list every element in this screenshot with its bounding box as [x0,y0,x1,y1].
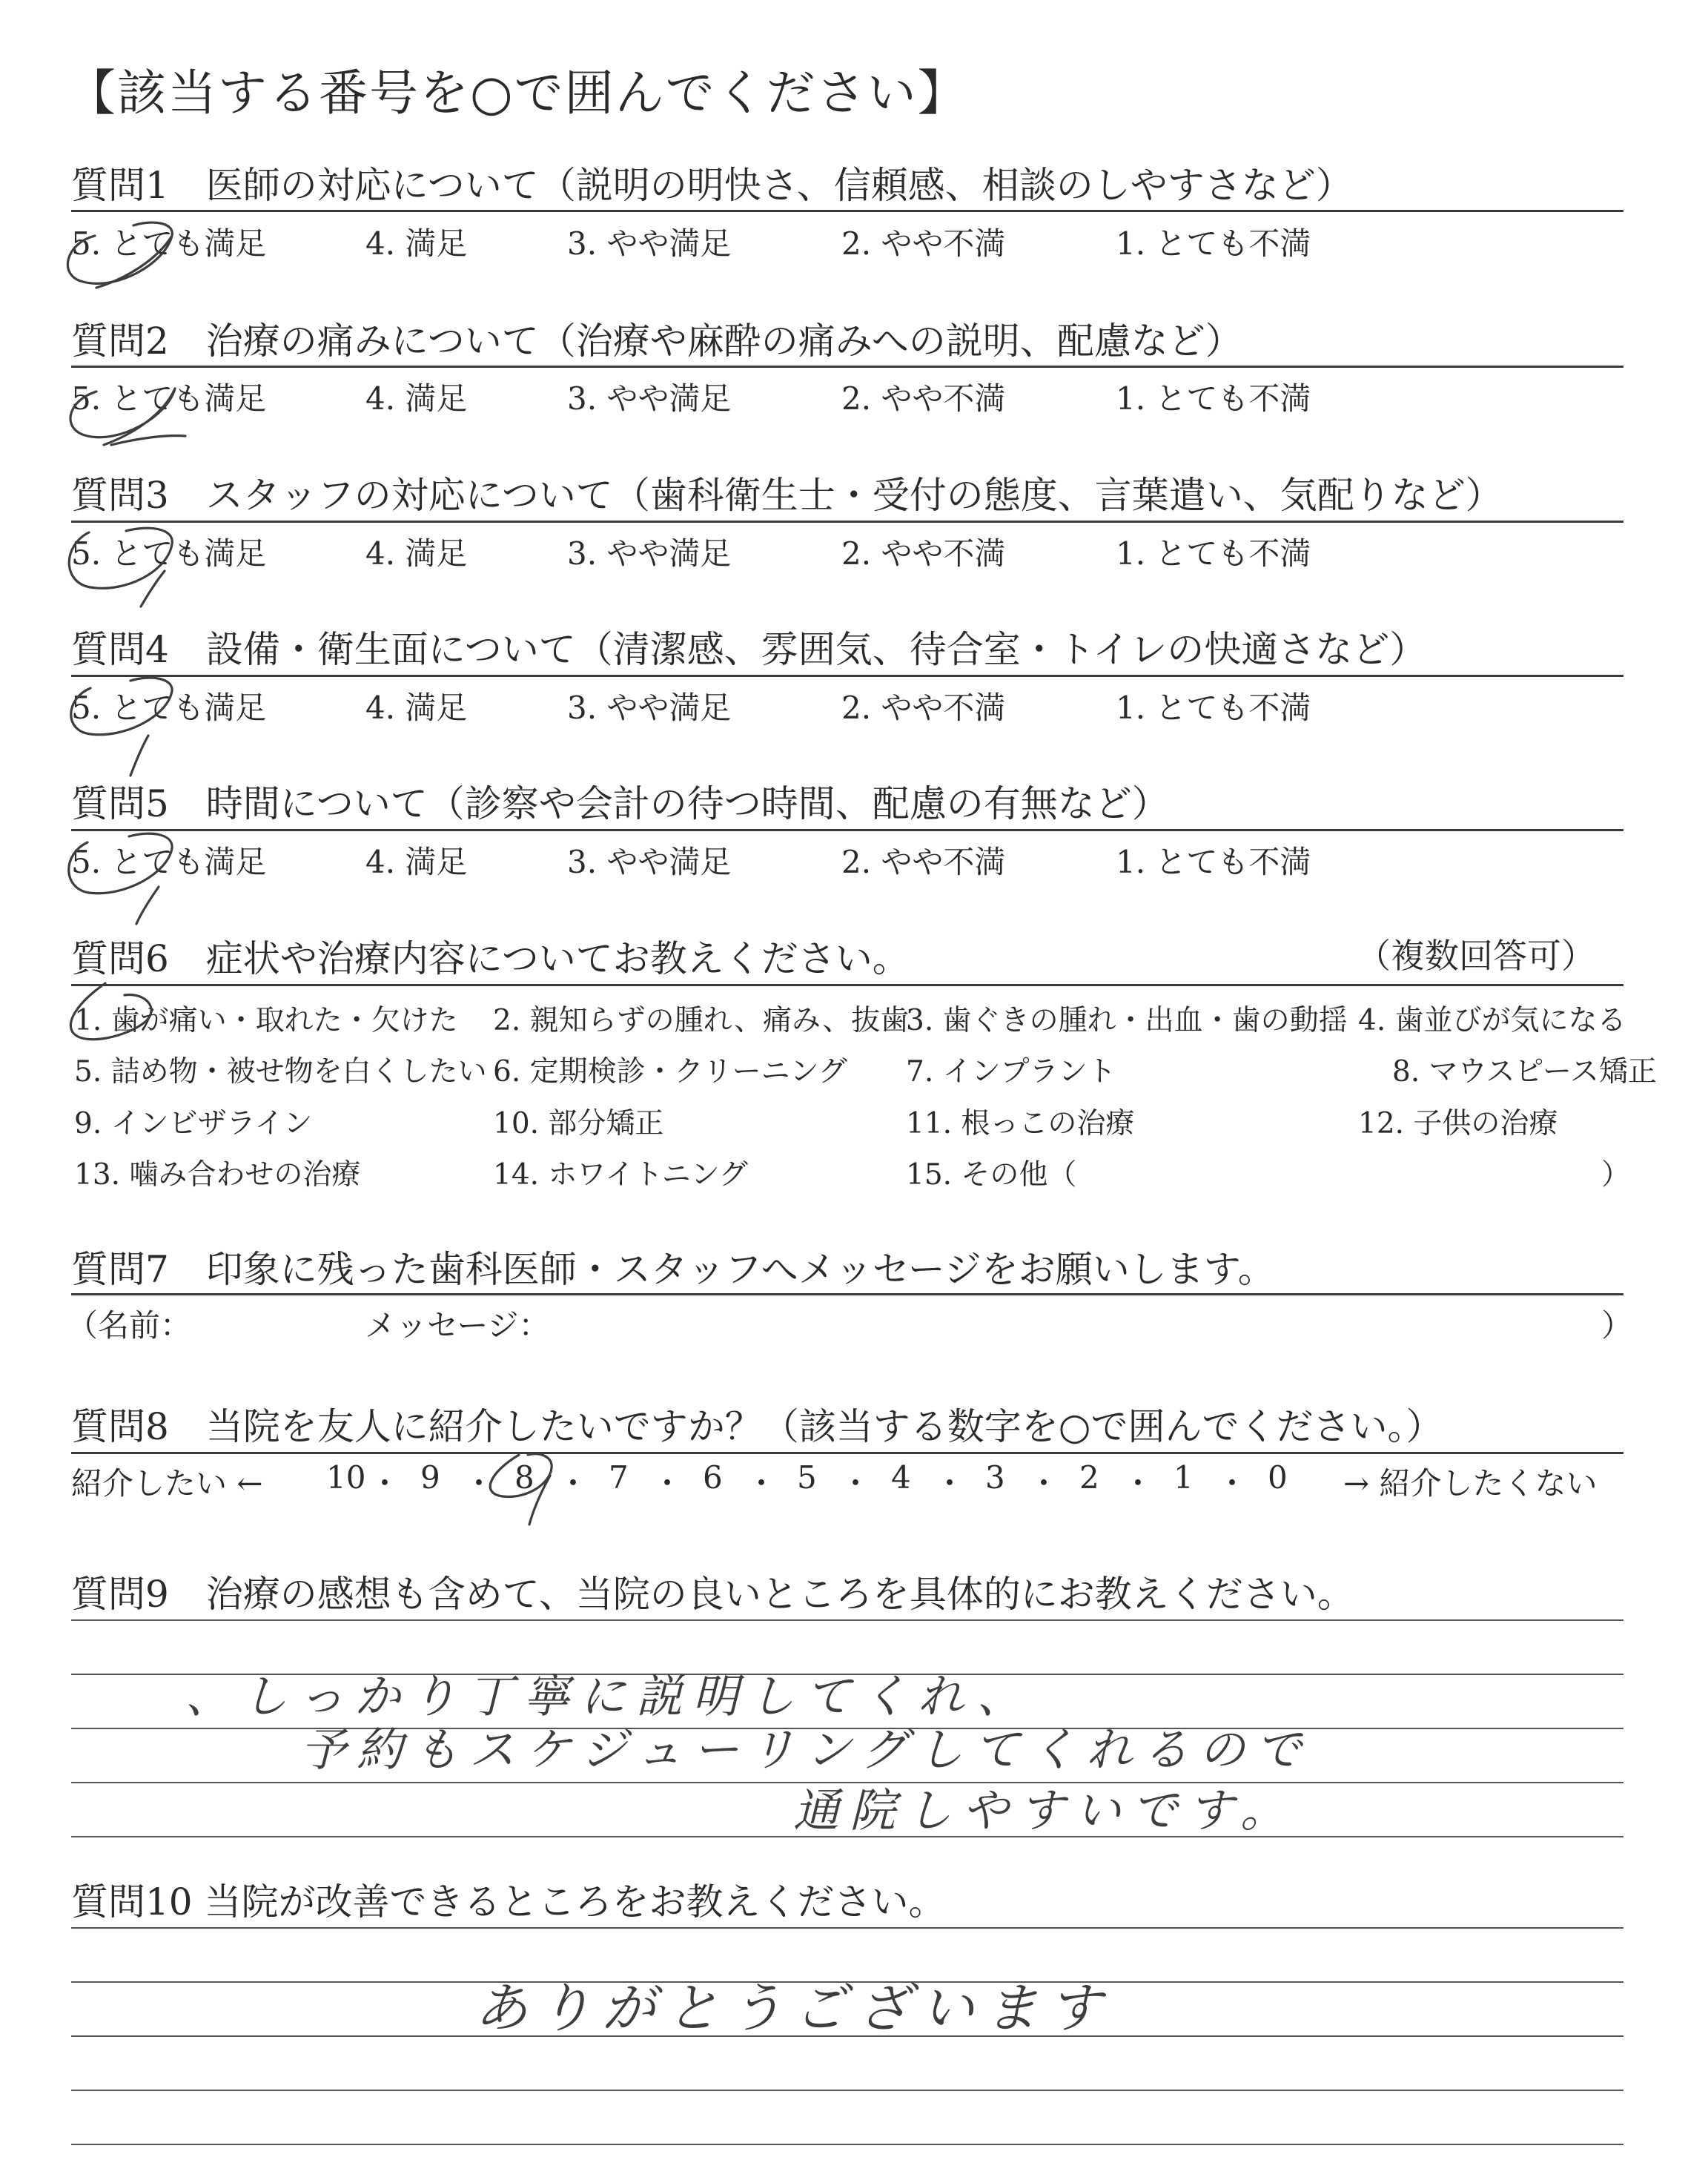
q3-rule [71,521,1623,523]
q8-scale-separator: ・ [463,1465,495,1502]
q6-option-12[interactable]: 12. 子供の治療 [1358,1107,1558,1140]
q7-close-paren: ） [1601,1307,1633,1344]
q6-title: 質問6 症状や治療内容についてお教えください。 [71,937,910,980]
q8-scale-value-2[interactable]: 2 [1079,1459,1099,1496]
q1-option-4[interactable]: 4. 満足 [365,225,468,262]
q4-option-1[interactable]: 1. とても不満 [1116,690,1311,726]
q10-line-5 [71,2144,1623,2145]
q7-message-label: メッセージ： [365,1307,550,1344]
q1-title: 質問1 医師の対応について（説明の明快さ、信頼感、相談のしやすさなど） [71,164,1353,207]
q5-option-3[interactable]: 3. やや満足 [567,844,732,880]
q7-name-label: （名前： [67,1307,192,1344]
q4-option-4[interactable]: 4. 満足 [365,690,468,726]
q8-rule [71,1452,1623,1454]
page-title: 【該当する番号を○で囲んでください】 [67,65,968,122]
q8-scale-value-6[interactable]: 6 [703,1459,723,1496]
q8-scale-separator: ・ [840,1465,872,1502]
q1-rule [71,210,1623,212]
q6-close-paren: ） [1601,1158,1631,1192]
q1-option-3[interactable]: 3. やや満足 [567,225,732,262]
q10-line-4 [71,2090,1623,2091]
q3-option-3[interactable]: 3. やや満足 [567,535,732,572]
q8-title: 質問8 当院を友人に紹介したいですか？（該当する数字を○で囲んでください。） [71,1405,1443,1448]
q4-option-5[interactable]: 5. とても満足 [71,690,267,726]
q2-rule [71,366,1623,368]
q5-rule [71,829,1623,831]
q2-option-2[interactable]: 2. やや不満 [841,380,1006,417]
q5-title: 質問5 時間について（診察や会計の待つ時間、配慮の有無など） [71,782,1169,825]
q8-scale-separator: ・ [557,1465,589,1502]
q8-right-label: → 紹介したくない [1343,1465,1598,1502]
q6-option-2[interactable]: 2. 親知らずの腫れ、痛み、抜歯 [493,1004,910,1037]
q9-line-1 [71,1619,1623,1621]
q4-title: 質問4 設備・衛生面について（清潔感、雰囲気、待合室・トイレの快適さなど） [71,628,1427,671]
q9-answer-line-3: 通院しやすいです。 [793,1783,1297,1837]
q6-option-4[interactable]: 4. 歯並びが気になる [1358,1004,1626,1037]
q7-title: 質問7 印象に残った歯科医師・スタッフへメッセージをお願いします。 [71,1248,1275,1291]
q7-rule [71,1293,1623,1295]
q2-option-4[interactable]: 4. 満足 [365,380,468,417]
q3-option-2[interactable]: 2. やや不満 [841,535,1006,572]
q4-rule [71,675,1623,677]
q2-option-5[interactable]: 5. とても満足 [71,380,267,417]
q6-option-13[interactable]: 13. 噛み合わせの治療 [74,1158,361,1192]
q6-option-15[interactable]: 15. その他（ [906,1158,1077,1192]
q8-scale-separator: ・ [1122,1465,1154,1502]
q10-line-1 [71,1927,1623,1929]
q10-answer-line-1: ありがとうございます [474,1977,1113,2039]
q8-scale-separator: ・ [746,1465,778,1502]
q5-option-1[interactable]: 1. とても不満 [1116,844,1311,880]
q8-scale-value-5[interactable]: 5 [797,1459,817,1496]
q8-scale-separator: ・ [652,1465,683,1502]
q6-note: （複数回答可） [1357,936,1595,976]
q8-left-label: 紹介したい ← [71,1465,263,1502]
q8-scale-value-0[interactable]: 0 [1268,1459,1288,1496]
q3-option-1[interactable]: 1. とても不満 [1116,535,1311,572]
q8-scale-separator: ・ [1217,1465,1248,1502]
q8-scale-value-9[interactable]: 9 [420,1459,440,1496]
q3-option-4[interactable]: 4. 満足 [365,535,468,572]
q2-option-1[interactable]: 1. とても不満 [1116,380,1311,417]
q8-scale-separator: ・ [934,1465,966,1502]
q5-option-4[interactable]: 4. 満足 [365,844,468,880]
q6-option-11[interactable]: 11. 根っこの治療 [906,1107,1135,1140]
q8-scale-value-8[interactable]: 8 [514,1459,534,1496]
q8-scale-separator: ・ [369,1465,401,1502]
q2-option-3[interactable]: 3. やや満足 [567,380,732,417]
q1-option-1[interactable]: 1. とても不満 [1116,225,1311,262]
q1-option-5[interactable]: 5. とても満足 [71,225,267,262]
q3-option-5[interactable]: 5. とても満足 [71,535,267,572]
q6-option-5[interactable]: 5. 詰め物・被せ物を白くしたい [74,1055,487,1089]
q6-option-9[interactable]: 9. インビザライン [74,1107,313,1140]
q8-scale-value-3[interactable]: 3 [985,1459,1005,1496]
q8-scale-value-1[interactable]: 1 [1174,1459,1194,1496]
q8-scale-value-7[interactable]: 7 [609,1459,629,1496]
q8-scale-value-4[interactable]: 4 [891,1459,911,1496]
q6-rule [71,984,1623,986]
q10-title: 質問10 当院が改善できるところをお教えください。 [71,1880,946,1923]
q5-option-2[interactable]: 2. やや不満 [841,844,1006,880]
q2-title: 質問2 治療の痛みについて（治療や麻酔の痛みへの説明、配慮など） [71,320,1242,363]
q8-scale-value-10[interactable]: 10 [326,1459,366,1496]
q4-option-3[interactable]: 3. やや満足 [567,690,732,726]
q8-scale-separator: ・ [1028,1465,1060,1502]
q4-option-2[interactable]: 2. やや不満 [841,690,1006,726]
q6-option-14[interactable]: 14. ホワイトニング [493,1158,748,1192]
q9-title: 質問9 治療の感想も含めて、当院の良いところを具体的にお教えください。 [71,1573,1354,1616]
q3-title: 質問3 スタッフの対応について（歯科衛生士・受付の態度、言葉遣い、気配りなど） [71,474,1503,517]
q9-answer-line-1: 、しっかり丁寧に説明してくれ、 [185,1669,1033,1723]
q1-option-2[interactable]: 2. やや不満 [841,225,1006,262]
q6-option-10[interactable]: 10. 部分矯正 [493,1107,664,1140]
q6-option-1[interactable]: 1. 歯が痛い・取れた・欠けた [74,1004,458,1037]
q6-option-6[interactable]: 6. 定期検診・クリーニング [493,1055,847,1089]
q6-option-3[interactable]: 3. 歯ぐきの腫れ・出血・歯の動揺 [906,1004,1348,1037]
q9-answer-line-2: 予約もスケジューリングしてくれるので [300,1723,1312,1777]
q5-option-5[interactable]: 5. とても満足 [71,844,267,880]
q6-option-8[interactable]: 8. マウスピース矯正 [1392,1055,1657,1089]
q6-option-7[interactable]: 7. インプラント [906,1055,1116,1089]
